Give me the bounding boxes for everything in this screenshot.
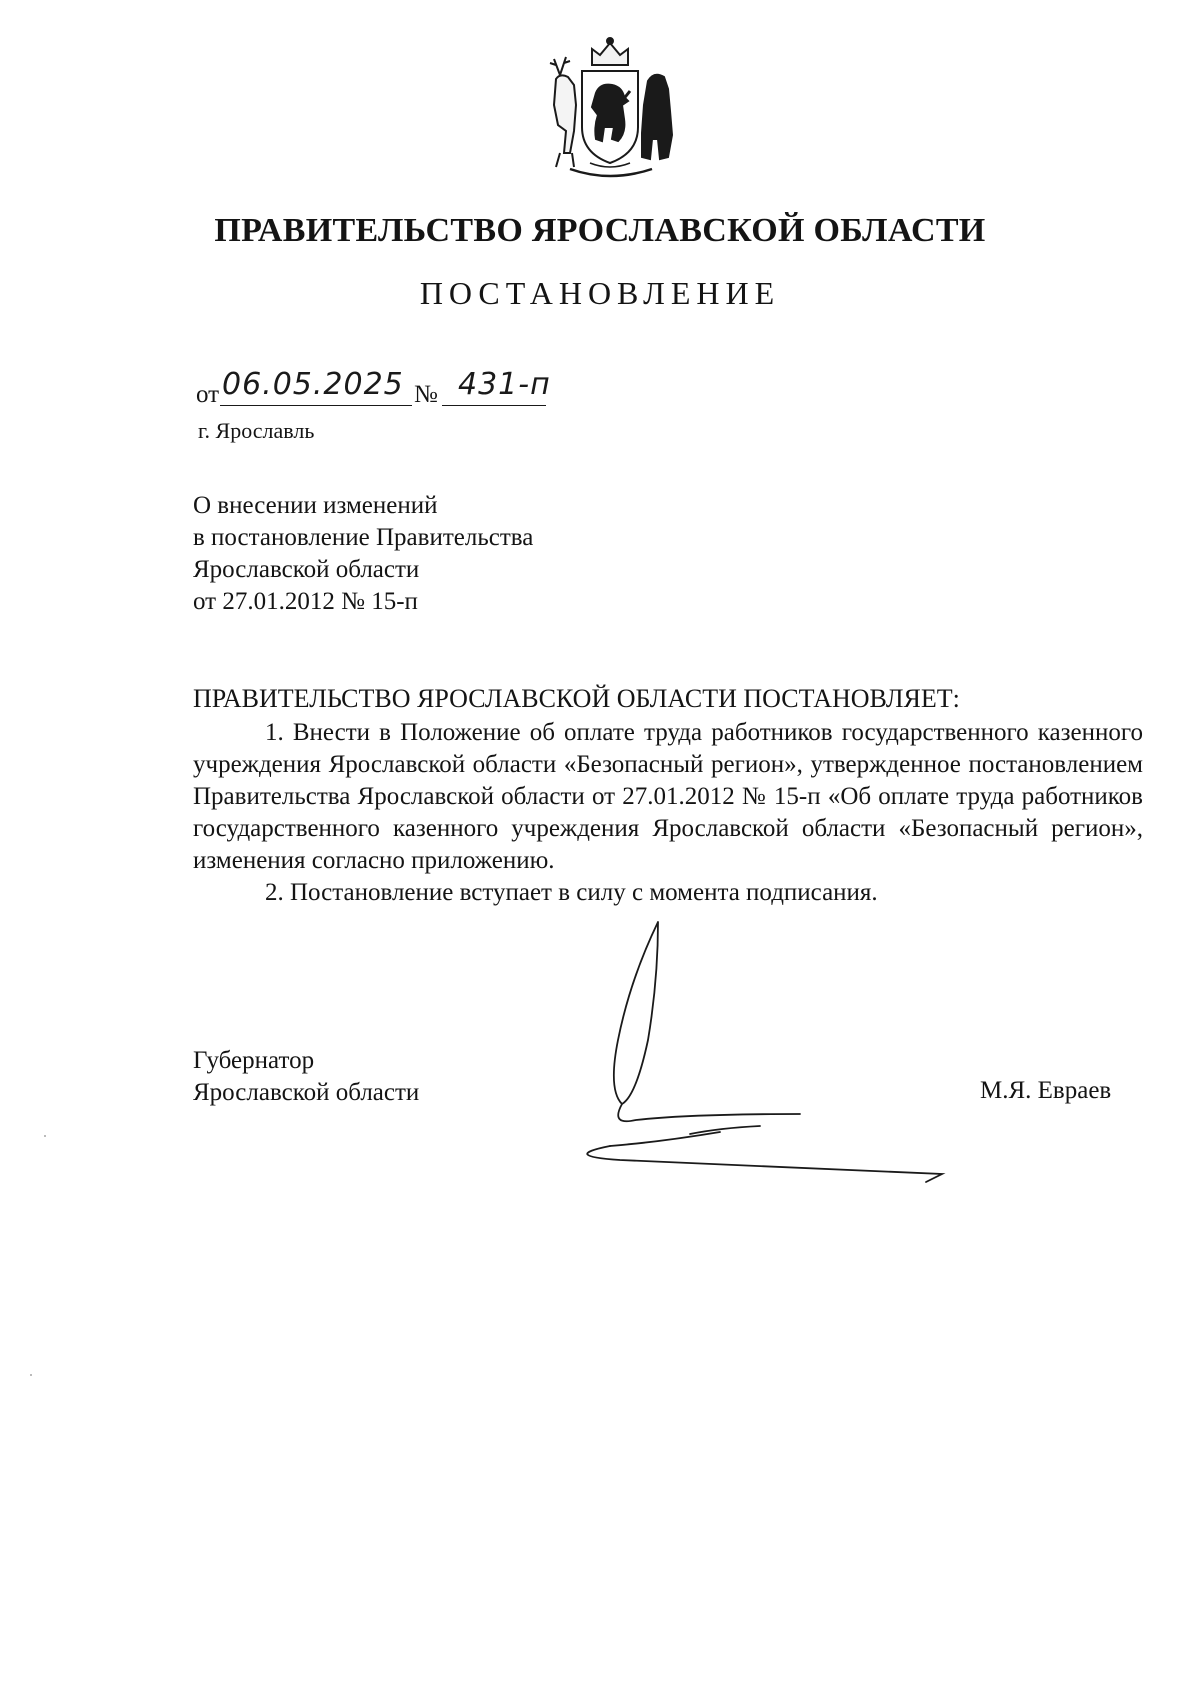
- document-body: [193, 683, 1143, 909]
- city: г. Ярославль: [198, 418, 315, 443]
- signatory-position: [193, 1045, 419, 1109]
- decree-heading: ПРАВИТЕЛЬСТВО ЯРОСЛАВСКОЙ ОБЛАСТИ ПОСТАНОВЛЯЕТ:: [193, 684, 960, 713]
- position-line: Губернатор: [193, 1047, 315, 1074]
- handwritten-number: 431-п: [458, 367, 551, 402]
- organization-title: ПРАВИТЕЛЬСТВО ЯРОСЛАВСКОЙ ОБЛАСТИ: [214, 212, 986, 249]
- subject-line: О внесении изменений: [193, 492, 438, 519]
- scan-speck: [30, 1374, 32, 1376]
- handwritten-signature: [570, 920, 1000, 1210]
- paragraph-1: 1. Внести в Положение об оплате труда работников государственного казенного учреждения Ярославской области «Безопасный регион», утвержденное постановлением Правительства Ярославской области от 27.01.2012 № 15-п «Об оплате труда работников государственного казенного учреждения Ярославской области «Безопасный регион», изменения согласно приложению.: [193, 719, 1143, 874]
- from-label: от: [196, 381, 220, 408]
- subject-block: [193, 490, 533, 618]
- coat-of-arms-emblem: [530, 35, 690, 185]
- subject-line: Ярославской области: [193, 556, 420, 583]
- handwritten-date: 06.05.2025: [222, 367, 404, 402]
- number-label: №: [414, 381, 438, 408]
- position-line: Ярославской области: [193, 1079, 420, 1106]
- signatory-name: М.Я. Евраев: [980, 1077, 1112, 1104]
- date-number-line: [196, 367, 596, 415]
- document-type: ПОСТАНОВЛЕНИЕ: [419, 275, 781, 311]
- date-underline: [220, 405, 412, 406]
- scan-speck: [44, 1135, 46, 1137]
- paragraph-2: 2. Постановление вступает в силу с момента подписания.: [265, 879, 878, 906]
- subject-line: в постановление Правительства: [193, 524, 534, 551]
- number-underline: [442, 405, 546, 406]
- subject-line: от 27.01.2012 № 15-п: [193, 588, 418, 615]
